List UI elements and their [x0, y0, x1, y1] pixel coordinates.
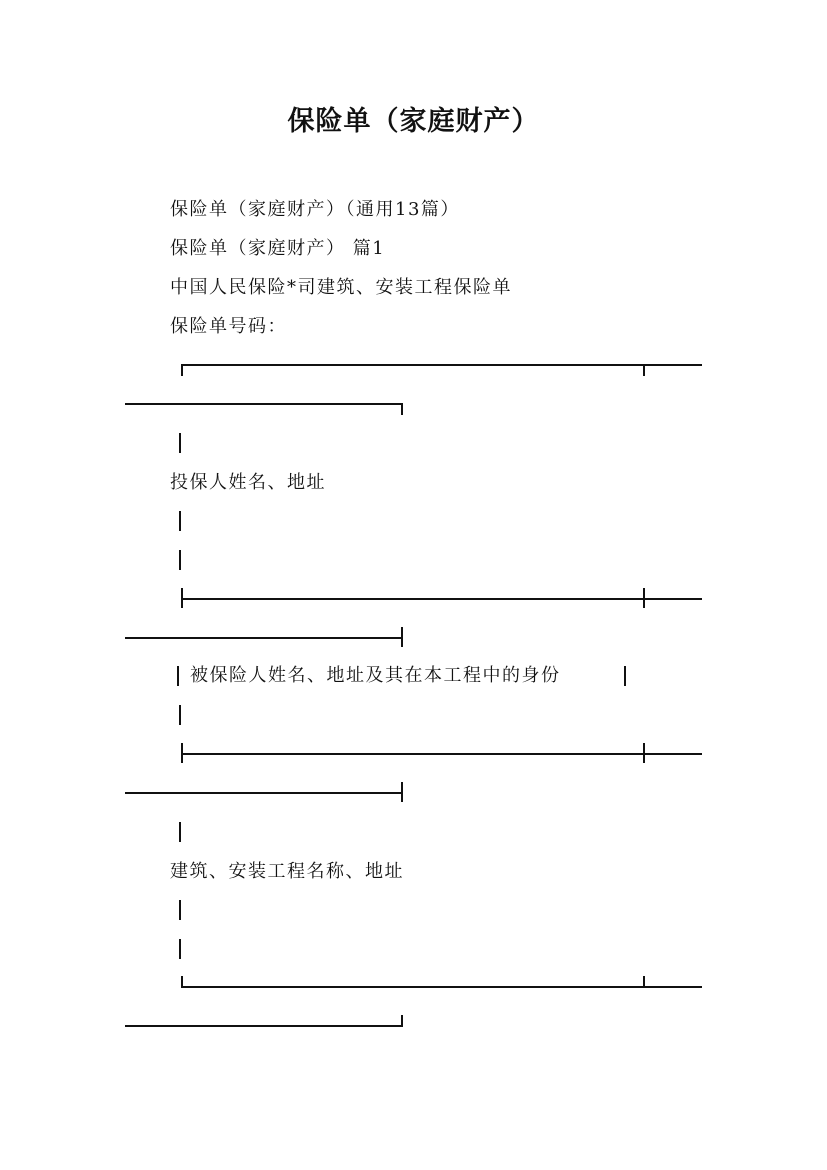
policy-number-label: 保险单号码： [170, 316, 287, 337]
table-left-border [179, 433, 181, 453]
company-line: 中国人民保险*司建筑、安装工程保险单 [170, 277, 512, 298]
section-heading: 保险单（家庭财产） 篇1 [170, 238, 386, 259]
table-left-border [179, 822, 181, 842]
table-left-border [179, 900, 181, 920]
table-left-border [179, 939, 181, 959]
applicant-row-label: 投保人姓名、地址 [170, 472, 326, 493]
document-title: 保险单（家庭财产） [287, 106, 540, 137]
table-left-border [179, 705, 181, 725]
table-left-border [177, 666, 179, 686]
table-right-border [624, 666, 626, 686]
table-left-border [179, 550, 181, 570]
table-left-border [179, 511, 181, 531]
insured-row-label: 被保险人姓名、地址及其在本工程中的身份 [190, 665, 561, 686]
project-row-label: 建筑、安装工程名称、地址 [170, 861, 404, 882]
subtitle-line: 保险单（家庭财产）（通用13篇） [170, 199, 460, 220]
